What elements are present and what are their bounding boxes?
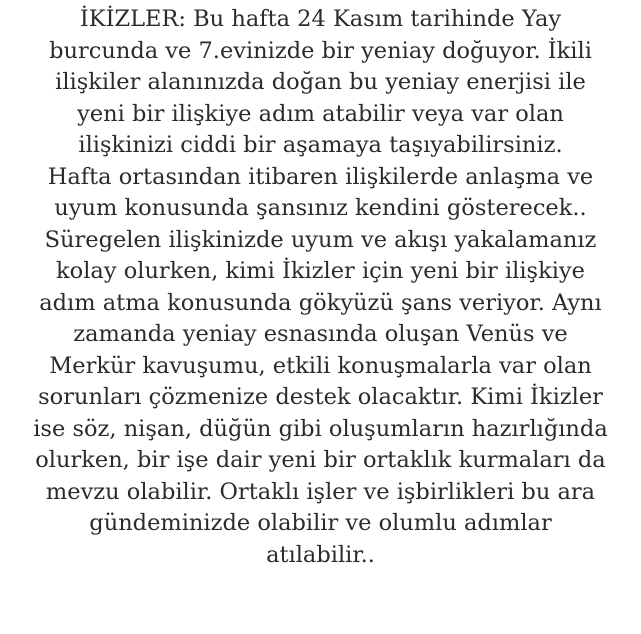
text-line: adım atma konusunda gökyüzü şans veriyor. Aynı <box>39 289 602 316</box>
text-line: ise söz, nişan, düğün gibi oluşumların hazırlığında <box>33 415 608 442</box>
text-line: atılabilir.. <box>266 541 375 568</box>
text-line: yeni bir ilişkiye adım atabilir veya var olan <box>77 100 564 127</box>
text-line: olurken, bir işe dair yeni bir ortaklık kurmaları da <box>35 447 606 473</box>
text-line: uyum konusunda şansınız kendini gösterecek.. <box>54 195 587 221</box>
text-line: ilişkinizi ciddi bir aşamaya taşıyabilirsiniz. <box>78 132 563 158</box>
text-line: kolay olurken, kimi İkizler için yeni bir ilişkiye <box>56 258 585 284</box>
text-line: sorunları çözmenize destek olacaktır. Kimi İkizler <box>38 384 603 410</box>
text-line: Hafta ortasından itibaren ilişkilerde anlaşma ve <box>47 163 594 190</box>
sign-heading: İKİZLER: <box>79 6 186 32</box>
text-line: ilişkiler alanınızda doğan bu yeniay enerjisi ile <box>55 69 586 95</box>
text-line-content: Bu hafta 24 Kasım tarihinde Yay <box>186 6 562 32</box>
text-line: Merkür kavuşumu, etkili konuşmalarla var olan <box>49 352 592 379</box>
horoscope-paragraph <box>0 4 641 571</box>
text-line <box>0 4 641 36</box>
text-line: mevzu olabilir. Ortaklı işler ve işbirlikleri bu ara <box>45 478 596 505</box>
text-line: gündeminizde olabilir ve olumlu adımlar <box>89 510 552 536</box>
text-line: burcunda ve 7.evinizde bir yeniay doğuyor. İkili <box>49 37 592 64</box>
text-line: zamanda yeniay esnasında oluşan Venüs ve <box>73 321 568 347</box>
text-line: Süregelen ilişkinizde uyum ve akışı yakalamanız <box>44 226 597 253</box>
